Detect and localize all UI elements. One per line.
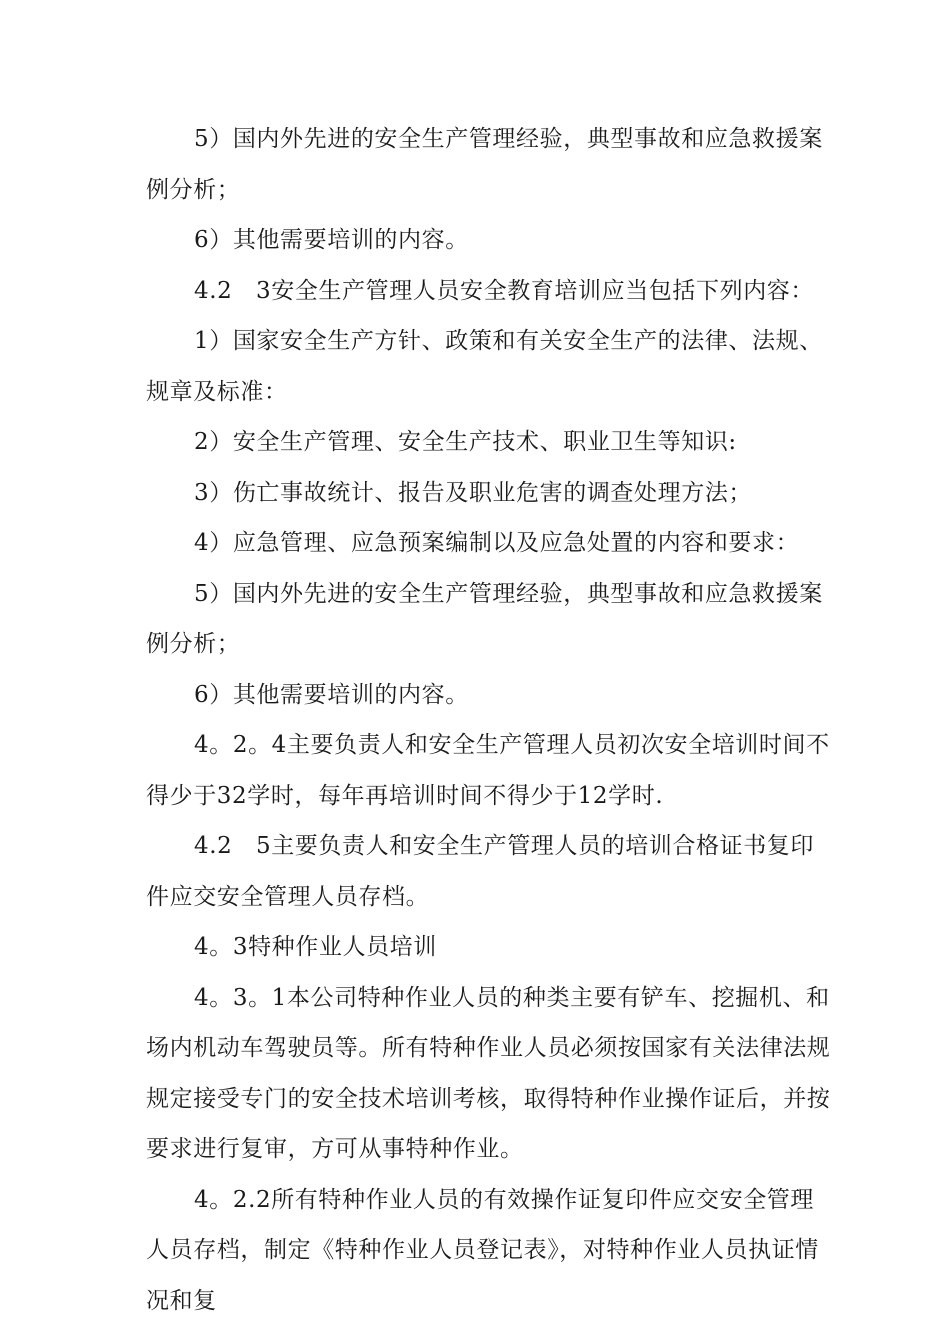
paragraph-2: 6）其他需要培训的内容。 bbox=[194, 227, 469, 253]
paragraph-12: 4。3特种作业人员培训 bbox=[194, 934, 437, 960]
paragraph-13: 4。3。1本公司特种作业人员的种类主要有铲车、挖掘机、和场内机动车驾驶员等。所有特种作业人员必须按国家有关法律法规规定接受专门的安全技术培训考核，取得特种作业操作证后，并按要求进行复审，方可从事特种作业。 bbox=[146, 984, 831, 1162]
paragraph-3: 4.2 3安全生产管理人员安全教育培训应当包括下列内容： bbox=[194, 277, 815, 304]
paragraph-14: 4。2.2所有特种作业人员的有效操作证复印件应交安全管理人员存档，制定《特种作业人员登记表》，对特种作业人员执证情况和复 bbox=[146, 1186, 819, 1314]
paragraph-9: 6）其他需要培训的内容。 bbox=[194, 681, 469, 708]
paragraph-7: 4）应急管理、应急预案编制以及应急处置的内容和要求： bbox=[194, 530, 800, 556]
paragraph-6: 3）伤亡事故统计、报告及职业危害的调查处理方法； bbox=[194, 479, 753, 506]
paragraph-1: 5）国内外先进的安全生产管理经验，典型事故和应急救援案例分析； bbox=[146, 126, 823, 203]
paragraph-5: 2）安全生产管理、安全生产技术、职业卫生等知识: bbox=[194, 429, 737, 455]
paragraph-8: 5）国内外先进的安全生产管理经验，典型事故和应急救援案例分析； bbox=[146, 580, 823, 657]
document-body bbox=[146, 114, 836, 1326]
paragraph-11: 4.2 5主要负责人和安全生产管理人员的培训合格证书复印件应交安全管理人员存档。 bbox=[146, 833, 815, 910]
paragraph-4: 1）国家安全生产方针、政策和有关安全生产的法律、法规、规章及标准： bbox=[146, 328, 823, 405]
paragraph-10: 4。2。4主要负责人和安全生产管理人员初次安全培训时间不得少于32学时，每年再培训时间不得少于12学时. bbox=[146, 732, 830, 809]
